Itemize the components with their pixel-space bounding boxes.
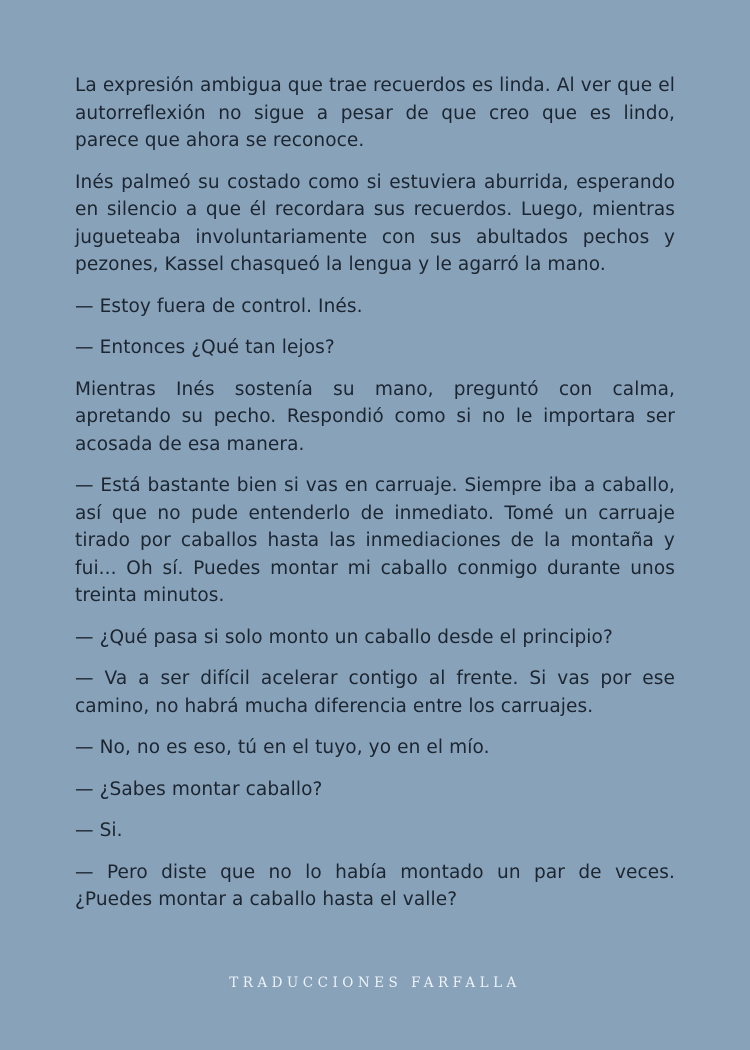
dialogue-line: — Estoy fuera de control. Inés.	[75, 295, 363, 317]
dialogue-line: — No, no es eso, tú en el tuyo, yo en el mío.	[75, 737, 490, 758]
paragraph: Inés palmeó su costado como si estuviera aburrida, esperando en silencio a que él recordara sus recuerdos. Luego, mientras jugueteaba involuntariamente con sus abultados pechos y pezones, Kassel chasqueó la lengua y le agarró la mano.	[75, 171, 675, 275]
dialogue-line: — Pero diste que no lo había montado un par de veces. ¿Puedes montar a caballo hasta el valle?	[75, 861, 675, 910]
dialogue-line: — ¿Sabes montar caballo?	[75, 778, 323, 800]
footer-credit: TRADUCCIONES FARFALLA	[229, 975, 521, 991]
dialogue-line: — Va a ser difícil acelerar contigo al frente. Si vas por ese camino, no habrá mucha diferencia entre los carruajes.	[75, 668, 675, 717]
dialogue-line: — Está bastante bien si vas en carruaje. Siempre iba a caballo, así que no pude entenderlo de inmediato. Tomé un carruaje tirado por caballos hasta las inmediaciones de la montaña y fui... Oh sí. Puedes montar mi caballo conmigo durante unos treinta minutos.	[75, 475, 675, 606]
paragraph: La expresión ambigua que trae recuerdos es linda. Al ver que el autorreflexión no sigue a pesar de que creo que es lindo, parece que ahora se reconoce.	[75, 75, 675, 151]
dialogue-line: — Si.	[75, 820, 123, 841]
dialogue-line: — Entonces ¿Qué tan lejos?	[75, 337, 335, 358]
page-body	[75, 72, 675, 928]
dialogue-line: — ¿Qué pasa si solo monto un caballo desde el principio?	[75, 626, 613, 648]
paragraph: Mientras Inés sostenía su mano, preguntó con calma, apretando su pecho. Respondió como si no le importara ser acosada de esa manera.	[75, 378, 675, 455]
